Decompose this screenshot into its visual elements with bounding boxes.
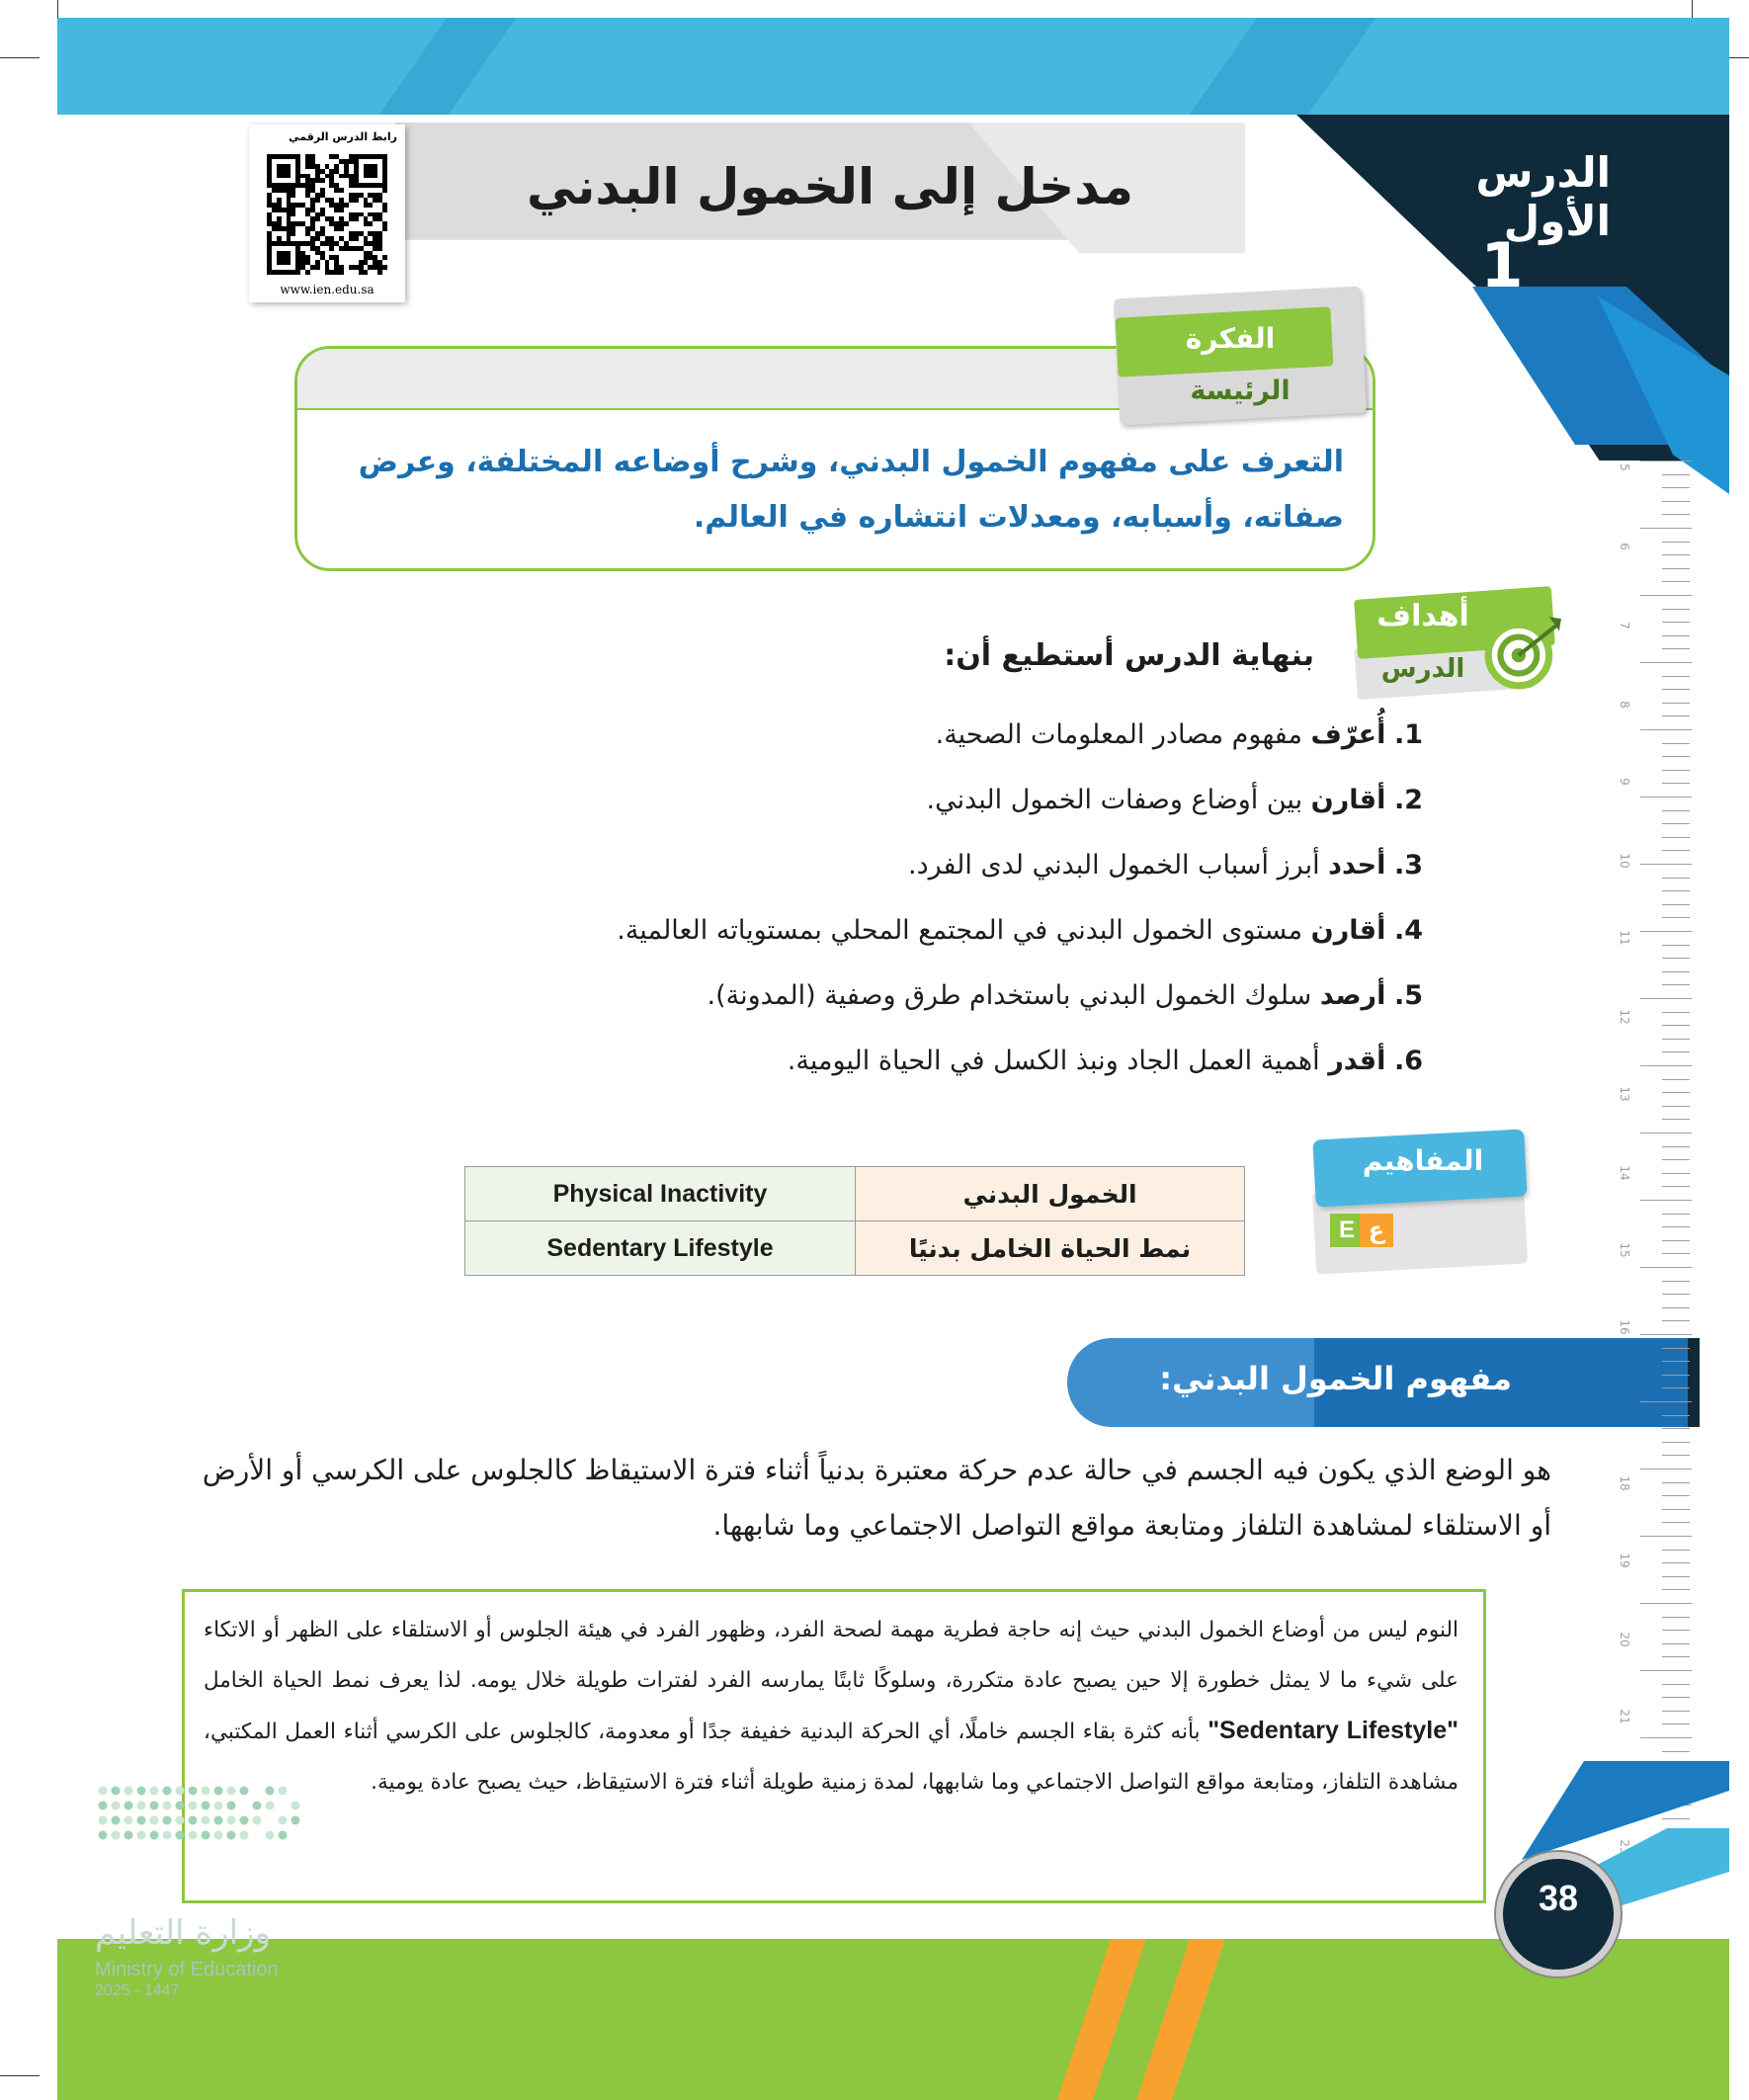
ruler-tick <box>1662 971 1690 972</box>
ruler-tick <box>1662 1751 1690 1752</box>
ministry-year: 2025 - 1447 <box>95 1982 180 1999</box>
logo-dot <box>227 1802 236 1810</box>
goal-number: 6. <box>1393 1046 1423 1076</box>
goals-tab-sublabel: الدرس <box>1380 654 1465 684</box>
arabic-badge-icon: ع <box>1360 1214 1393 1247</box>
goal-verb: أقارن <box>1310 785 1386 815</box>
ruler-tick <box>1662 783 1690 784</box>
ruler-tick <box>1662 984 1690 985</box>
ruler-tick <box>1662 1348 1690 1349</box>
ruler-tick <box>1662 715 1690 716</box>
ruler-number: 5 <box>1618 463 1631 471</box>
ruler-number: 20 <box>1618 1632 1631 1647</box>
ruler-tick <box>1662 1375 1690 1376</box>
logo-dot <box>163 1831 172 1840</box>
page-number: 38 <box>1538 1878 1579 1918</box>
logo-dot <box>125 1816 133 1825</box>
logo-dot <box>266 1831 275 1840</box>
ruler-tick <box>1662 1442 1690 1443</box>
section-paragraph: هو الوضع الذي يكون فيه الجسم في حالة عدم حركة معتبرة بدنياً أثناء فترة الاستيقاظ كالجلوس على الكرسي أو الأرض أو الاستلقاء لمشاهدة التلفاز ومتابعة مواقع التواصل الاجتماعي وما شابهها. <box>202 1454 1551 1542</box>
logo-dot <box>163 1816 172 1825</box>
logo-dot <box>150 1802 159 1810</box>
goal-text: أهمية العمل الجاد ونبذ الكسل في الحياة اليومية. <box>787 1046 1329 1076</box>
logo-dot <box>150 1816 159 1825</box>
ruler-tick <box>1662 1173 1690 1174</box>
goal-text: مفهوم مصادر المعلومات الصحية. <box>935 719 1311 750</box>
ruler-tick <box>1662 514 1690 515</box>
ruler-tick <box>1640 1603 1692 1604</box>
ruler-number: 15 <box>1618 1242 1631 1258</box>
goals-intro: بنهاية الدرس أستطيع أن: <box>944 638 1314 673</box>
logo-dot <box>240 1816 249 1825</box>
logo-dot <box>214 1802 223 1810</box>
logo-dot <box>137 1802 146 1810</box>
ruler-tick <box>1640 998 1692 999</box>
ruler-tick <box>1662 756 1690 757</box>
ruler-tick <box>1662 1119 1690 1120</box>
ruler-tick <box>1662 1012 1690 1013</box>
ruler-tick <box>1662 1294 1690 1295</box>
logo-dot <box>163 1787 172 1796</box>
ruler-tick <box>1662 1656 1690 1657</box>
ruler-tick <box>1662 1455 1690 1456</box>
ruler-tick <box>1662 1281 1690 1282</box>
ruler-tick <box>1640 729 1692 730</box>
ruler-tick <box>1640 864 1692 865</box>
goal-text: سلوك الخمول البدني باستخدام طرق وصفية (المدونة). <box>707 980 1320 1011</box>
ruler-tick <box>1662 676 1690 677</box>
ruler-tick <box>1662 958 1690 959</box>
ruler-tick <box>1662 1214 1690 1215</box>
ruler-tick <box>1662 501 1690 502</box>
concepts-table <box>464 1166 1245 1276</box>
ruler-tick <box>1662 554 1690 555</box>
goal-item <box>553 915 1423 946</box>
goal-verb: أقدر <box>1328 1046 1386 1076</box>
ruler-tick <box>1662 850 1690 851</box>
ruler-tick <box>1662 1361 1690 1362</box>
logo-dot <box>202 1831 210 1840</box>
logo-dot <box>253 1802 262 1810</box>
ruler-number: 18 <box>1618 1475 1631 1491</box>
ruler-number: 7 <box>1618 622 1631 630</box>
ruler-tick <box>1662 1522 1690 1523</box>
ruler-tick <box>1662 1051 1690 1052</box>
ruler-tick <box>1662 1589 1690 1590</box>
logo-dot <box>202 1816 210 1825</box>
ruler-tick <box>1662 703 1690 704</box>
ruler-tick <box>1662 810 1690 811</box>
logo-dot <box>137 1787 146 1796</box>
ruler-tick <box>1662 743 1690 744</box>
ruler-tick <box>1662 1320 1690 1321</box>
logo-dot <box>176 1787 185 1796</box>
logo-dot <box>125 1831 133 1840</box>
ruler-tick <box>1662 1025 1690 1026</box>
ruler-number: 11 <box>1618 930 1631 946</box>
ruler-tick <box>1640 1133 1692 1134</box>
qr-code-icon <box>267 154 387 275</box>
logo-dot <box>189 1802 198 1810</box>
logo-dot <box>253 1816 262 1825</box>
concept-english: Physical Inactivity <box>465 1167 856 1221</box>
ruler-tick <box>1662 1818 1690 1819</box>
ruler-tick <box>1640 1670 1692 1671</box>
ruler-tick <box>1662 542 1690 543</box>
logo-dot <box>150 1831 159 1840</box>
ruler-tick <box>1662 1079 1690 1080</box>
ruler-tick <box>1662 1226 1690 1227</box>
logo-dot <box>99 1831 108 1840</box>
ministry-name-en: Ministry of Education <box>95 1959 279 1980</box>
logo-dot <box>202 1787 210 1796</box>
ruler-tick <box>1662 1697 1690 1698</box>
logo-dot <box>266 1802 275 1810</box>
ruler-tick <box>1662 1509 1690 1510</box>
main-idea-text: التعرف على مفهوم الخمول البدني، وشرح أوضاعه المختلفة، وعرض صفاته، وأسبابه، ومعدلات انتشاره في العالم. <box>358 445 1344 535</box>
ruler-tick <box>1662 648 1690 649</box>
qr-url[interactable]: www.ien.edu.sa <box>280 283 375 296</box>
goal-number: 3. <box>1393 850 1423 881</box>
logo-dot <box>279 1787 288 1796</box>
ruler-tick <box>1662 823 1690 824</box>
goal-number: 4. <box>1393 915 1423 946</box>
ruler-tick <box>1662 878 1690 879</box>
ruler-tick <box>1662 1428 1690 1429</box>
logo-dot <box>240 1831 249 1840</box>
logo-dot <box>99 1802 108 1810</box>
ruler-number: 10 <box>1618 853 1631 869</box>
ruler-tick <box>1662 487 1690 488</box>
ruler-tick <box>1662 1106 1690 1107</box>
ruler-number: 21 <box>1618 1709 1631 1724</box>
goal-verb: أحدد <box>1328 850 1386 881</box>
goal-verb: أُعرّف <box>1310 719 1386 750</box>
section-title: مفهوم الخمول البدني: <box>1159 1360 1512 1397</box>
ruler-tick <box>1640 1267 1692 1268</box>
logo-dot <box>99 1816 108 1825</box>
goal-item <box>553 1046 1423 1076</box>
ruler-tick <box>1662 1159 1690 1160</box>
section-header-bar <box>1688 1338 1700 1427</box>
logo-dot <box>227 1816 236 1825</box>
logo-dot <box>125 1787 133 1796</box>
logo-dot <box>214 1831 223 1840</box>
logo-dot <box>227 1787 236 1796</box>
logo-dot <box>189 1816 198 1825</box>
ruler-tick <box>1662 1186 1690 1187</box>
goal-text: بين أوضاع وصفات الخمول البدني. <box>926 785 1311 815</box>
goal-number: 1. <box>1393 719 1423 750</box>
goal-verb: أرصد <box>1319 980 1386 1011</box>
table-row <box>465 1221 1245 1276</box>
ministry-logo-icon <box>95 1781 312 1850</box>
lesson-number: 1 <box>1480 229 1524 301</box>
ruler-tick <box>1662 945 1690 946</box>
ruler-tick <box>1662 474 1690 475</box>
ruler-number: 12 <box>1618 1009 1631 1025</box>
ministry-name-ar: وزارة التعليم <box>95 1913 271 1953</box>
ruler-tick <box>1662 1415 1690 1416</box>
logo-dot <box>292 1802 300 1810</box>
lesson-label: الدرس الأول <box>1475 148 1611 245</box>
logo-dot <box>214 1816 223 1825</box>
ruler-tick <box>1640 1469 1692 1470</box>
goal-number: 5. <box>1393 980 1423 1011</box>
ruler-tick <box>1640 662 1692 663</box>
ruler-tick <box>1662 1307 1690 1308</box>
note-text-part: النوم ليس من أوضاع الخمول البدني حيث إنه حاجة فطرية مهمة لصحة الفرد، وظهور الفرد في هيئة الجلوس أو الاستلقاء على الظهر أو الاتكاء على شيء ما لا يمثل خطورة إلا حين يصبح عادة متكررة، وسلوكًا ثابتًا يمارسه الفرد لفترات طويلة خلال يومه. لذا يعرف نمط الحياة الخامل <box>204 1618 1458 1693</box>
ruler-tick <box>1662 1562 1690 1563</box>
ruler-tick <box>1662 609 1690 610</box>
table-row <box>465 1167 1245 1221</box>
ruler-tick <box>1662 1576 1690 1577</box>
qr-code-card[interactable] <box>249 125 405 302</box>
goal-verb: أقارن <box>1310 915 1386 946</box>
ruler-tick <box>1640 461 1692 462</box>
ruler-tick <box>1662 1495 1690 1496</box>
logo-dot <box>112 1831 121 1840</box>
ruler-tick <box>1662 581 1690 582</box>
ruler-tick <box>1662 1711 1690 1712</box>
logo-dot <box>227 1831 236 1840</box>
ruler-number: 6 <box>1618 543 1631 550</box>
ruler-tick <box>1662 837 1690 838</box>
ruler-tick <box>1662 689 1690 690</box>
english-badge-icon: E <box>1330 1214 1364 1247</box>
ruler-tick <box>1662 1550 1690 1551</box>
ruler-tick <box>1662 1253 1690 1254</box>
ruler-tick <box>1640 1065 1692 1066</box>
ruler-tick <box>1662 1092 1690 1093</box>
ruler-tick <box>1662 1643 1690 1644</box>
concept-arabic: الخمول البدني <box>856 1167 1245 1221</box>
ruler-tick <box>1662 635 1690 636</box>
crop-mark <box>0 2075 40 2076</box>
ruler-tick <box>1662 1482 1690 1483</box>
goal-number: 2. <box>1393 785 1423 815</box>
goal-item <box>553 719 1423 750</box>
logo-dot <box>189 1787 198 1796</box>
ruler-tick <box>1640 1401 1692 1402</box>
ruler-tick <box>1662 917 1690 918</box>
ruler-tick <box>1640 1200 1692 1201</box>
ruler-tick <box>1640 1737 1692 1738</box>
ruler-tick <box>1662 1240 1690 1241</box>
logo-dot <box>279 1831 288 1840</box>
logo-dot <box>176 1831 185 1840</box>
logo-dot <box>150 1787 159 1796</box>
ruler-tick <box>1662 568 1690 569</box>
goal-text: أبرز أسباب الخمول البدني لدى الفرد. <box>907 850 1329 881</box>
ruler-tick <box>1662 1630 1690 1631</box>
logo-dot <box>279 1816 288 1825</box>
goal-item <box>553 980 1423 1011</box>
target-icon <box>1482 613 1563 694</box>
main-idea-tab-label: الفكرة <box>1185 322 1276 355</box>
ruler-number: 16 <box>1618 1319 1631 1335</box>
ruler-tick <box>1662 770 1690 771</box>
concept-english: Sedentary Lifestyle <box>465 1221 856 1276</box>
concept-arabic: نمط الحياة الخامل بدنيًا <box>856 1221 1245 1276</box>
ruler-tick <box>1640 797 1692 798</box>
logo-dot <box>99 1787 108 1796</box>
logo-dot <box>202 1802 210 1810</box>
concepts-tab-label: المفاهيم <box>1362 1144 1484 1177</box>
logo-dot <box>240 1787 249 1796</box>
header-band <box>57 18 1729 115</box>
logo-dot <box>176 1816 185 1825</box>
note-text-part: بأنه كثرة بقاء الجسم خاملًا، أي الحركة البدنية خفيفة جدًا أو معدومة، كالجلوس على الكرسي أثناء العمل المكتبي، مشاهدة التلفاز، ومتابعة مواقع التواصل الاجتماعي وما شابهها، لمدة زمنية طويلة أثناء فترة الاستيقاظ، حيث يصبح عادة يومية. <box>204 1720 1458 1795</box>
logo-dot <box>189 1831 198 1840</box>
goal-item <box>553 785 1423 815</box>
ruler-number: 14 <box>1618 1165 1631 1181</box>
logo-dot <box>176 1802 185 1810</box>
ruler-tick <box>1662 904 1690 905</box>
goals-tab-label: أهداف <box>1376 599 1469 633</box>
logo-dot <box>112 1816 121 1825</box>
ruler-tick <box>1662 1039 1690 1040</box>
ruler-tick <box>1640 931 1692 932</box>
ruler-tick <box>1662 1146 1690 1147</box>
ruler-tick <box>1640 595 1692 596</box>
ruler-tick <box>1662 1387 1690 1388</box>
ruler-tick <box>1662 1723 1690 1724</box>
ruler-tick <box>1640 1536 1692 1537</box>
main-idea-tab-sublabel: الرئيسة <box>1190 376 1291 406</box>
ruler-tick <box>1640 1334 1692 1335</box>
ruler-tick <box>1640 528 1692 529</box>
ruler-number: 23 <box>1618 1839 1631 1855</box>
ruler-number: 8 <box>1618 701 1631 709</box>
logo-dot <box>137 1816 146 1825</box>
ruler-tick <box>1662 1684 1690 1685</box>
goal-text: مستوى الخمول البدني في المجتمع المحلي بمستوياته العالمية. <box>617 915 1311 946</box>
ruler-tick <box>1662 890 1690 891</box>
qr-caption: رابط الدرس الرقمي <box>289 130 397 143</box>
note-text <box>204 1605 1458 1807</box>
logo-dot <box>163 1802 172 1810</box>
logo-dot <box>112 1787 121 1796</box>
ruler-number: 13 <box>1618 1086 1631 1102</box>
logo-dot <box>214 1787 223 1796</box>
logo-dot <box>112 1802 121 1810</box>
logo-dot <box>125 1802 133 1810</box>
logo-dot <box>292 1816 300 1825</box>
goal-item <box>553 850 1423 881</box>
logo-dot <box>266 1787 275 1796</box>
page-title: مدخل إلى الخمول البدني <box>527 158 1133 215</box>
ruler-tick <box>1662 622 1690 623</box>
logo-dot <box>137 1831 146 1840</box>
ruler-tick <box>1662 1617 1690 1618</box>
ruler-number: 19 <box>1618 1553 1631 1568</box>
note-term: "Sedentary Lifestyle" <box>1208 1717 1458 1744</box>
crop-mark <box>0 57 40 58</box>
ruler-number: 9 <box>1618 778 1631 786</box>
